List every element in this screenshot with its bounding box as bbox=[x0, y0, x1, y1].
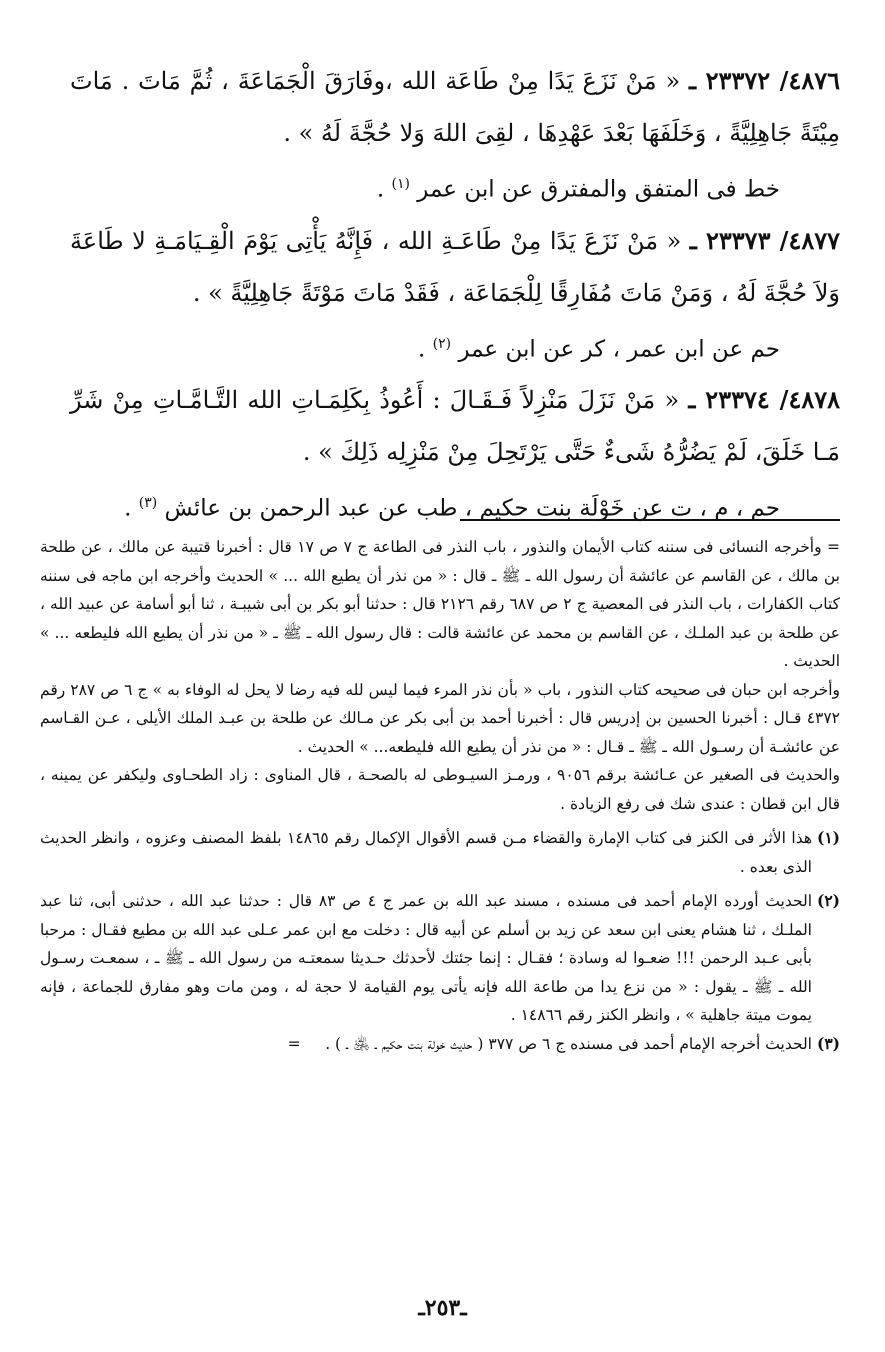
footnote-ref: (١) bbox=[391, 176, 410, 192]
hadith-source: حم ، م ، ت عن خَوْلَة بنت حكيم ، طب عن عبد الرحمن بن عائش $^{(٣)}$ . bbox=[124, 495, 780, 522]
footnotes bbox=[40, 533, 840, 1058]
footnote-continued: وأخرجه ابن حبان فى صحيحه كتاب النذور ، باب « بأن نذر المرء فيما ليس لله فيه رضا لا يحل له الوفاء به » ج ٦ ص ٢٨٧ رقم ٤٣٧٢ قـال : أخبرنا الحسين بن إدريس قال : أخبرنا أحمد بن أبى بكر عن مـالك عن طلحة بن عبـد الملك الأيلى ، عـن القـاسم عن عائشـة أن رسـول الله ـ ﷺ ـ قـال : « من نذر أن يطيع الله فليطعه... » الحديث . bbox=[40, 680, 841, 756]
source-text: خط فى المتفق والمفترق عن ابن عمر bbox=[417, 176, 780, 203]
hadith-entry bbox=[70, 215, 840, 319]
footnote-text bbox=[40, 1030, 812, 1059]
footnote-divider bbox=[460, 519, 840, 521]
footnote bbox=[40, 887, 840, 1030]
continuation-mark: = bbox=[287, 1034, 301, 1053]
hadith-text: « مَنْ نَزَعَ يَدًا مِنْ طَاعَـةِ الله ، فَإِنَّهُ يَأْتِى يَوْمَ الْقِـيَامَـةِ لا طَاعَةَ وَلاَ حُجَّةَ لَهُ ، وَمَنْ مَاتَ مُفَارِقًا لِلْجَمَاعَة ، فَقَدْ مَاتَ مَوْتَةً جَاهِلِيَّةً » . bbox=[70, 226, 840, 307]
hadith-source: حم عن ابن عمر ، كر عن ابن عمر $^{(٢)}$ . bbox=[418, 335, 780, 363]
footnote bbox=[40, 824, 840, 881]
page-number: ـ٢٥٣ـ bbox=[418, 1295, 467, 1321]
hadith-entry bbox=[70, 374, 840, 478]
footnote-continued: والحديث فى الصغير عن عـائشة برقم ٩٠٥٦ ، ورمـز السيـوطى له بالصحـة ، قال المناوى : زاد الطحـاوى وليكفر عن يمينه ، قال ابن قطان : عندى شك فى رفع الزيادة . bbox=[40, 766, 840, 813]
footnote-text: الحديث أورده الإمام أحمد فى مسنده ، مسند عبد الله بن عمر ج ٤ ص ٨٣ قال : حدثنا عبد الله ، حدثنى أبى، ثنا عبد الملـك ، ثنا هشام يعنى ابن سعد عن زيد بن أسلم عن أبيه قال : دخلت مع ابن عمر عـلى عبد الله بن مطيع فقـال : مرحبا بأبى عـبد الرحمن !!! ضعـوا له وسادة ؛ فقـال : إنما جئتك لأحدثك حـديثا سمعتـه من رسول الله ـ ﷺ ـ ، سمعـت رسـول الله ـ ﷺ ـ يقول : « من نزع يدا من طاعة الله فإنه يأتى يوم القيامة لا حجة له ، ومن مات وهو مفارق للجماعة ، فإنه يموت ميتة جاهلية » ، وانظر الكنز رقم ١٤٨٦٦ . bbox=[40, 892, 812, 1024]
hadith-section bbox=[70, 55, 840, 534]
hadith-text: « مَنْ نَزَعَ يَدًا مِنْ طَاعَة الله ،وفَارَقَ الْجَمَاعَةَ ، ثُمَّ مَاتَ . مَاتَ مِيْتَةً جَاهِلِيَّةً ، وَخَلَفَهَا بَعْدَ عَهْدِهَا ، لقِىَ اللهَ وَلا حُجَّةَ لَهُ » . bbox=[70, 67, 840, 147]
source-text: حم عن ابن عمر ، كر عن ابن عمر bbox=[458, 336, 780, 363]
footnote-ref: (٢) bbox=[432, 335, 452, 352]
footnote-number: (٢) bbox=[816, 891, 840, 910]
hadith-text: « مَنْ نَزَلَ مَنْزِلاً فَـقَـالَ : أَعُوذُ بِكَلِمَـاتِ الله التَّـامَّـاتِ مِنْ شَرِّ مَـا خَلَقَ، لَمْ يَضُرُّهُ شَىءٌ حَتَّى يَرْتَحِلَ مِنْ مَنْزِلِه ذَلِكَ » . bbox=[70, 386, 840, 467]
hadith-source: خط فى المتفق والمفترق عن ابن عمر $^{(١)}$ . bbox=[376, 176, 780, 203]
hadith-number: ٤٨٧٦/ ٢٣٣٧٢ ـ bbox=[689, 66, 841, 95]
footnote-ref: (٣) bbox=[138, 495, 158, 512]
footnote bbox=[40, 1030, 840, 1059]
hadith-entry bbox=[70, 55, 840, 159]
footnote-text: هذا الأثر فى الكنز فى كتاب الإمارة والقضاء مـن قسم الأقوال الإكمال رقم ١٤٨٦٥ بلفظ المصنف وعزوه ، وانظر الحديث الذى بعده . bbox=[40, 829, 813, 876]
hadith-number: ٤٨٧٧/ ٢٣٣٧٣ ـ bbox=[689, 225, 840, 255]
source-text: حم ، م ، ت عن خَوْلَة بنت حكيم ، طب عن عبد الرحمن بن عائش bbox=[164, 495, 780, 522]
footnote-text-body: الحديث أخرجه الإمام أحمد فى مسنده ج ٦ ص ٣٧٧ ( حديث خولة بنت حكيم ـ ﵁ ـ ) . bbox=[325, 1034, 812, 1053]
footnote-number: (١) bbox=[816, 828, 840, 847]
footnote-continued: = وأخرجه النسائى فى سننه كتاب الأيمان والنذور ، باب النذر فى الطاعة ج ٧ ص ١٧ قال : أخبرنا قتيبة عن مالك ، عن طلحة بن مالك ، عن القاسم عن عائشة أن رسول الله ـ ﷺ ـ قال : « من نذر أن يطيع الله ... » الحديث وأخرجه ابن ماجه فى سننه كتاب الكفارات ، باب النذر فى المعصية ج ٢ ص ٦٨٧ رقم ٢١٢٦ قال : حدثنا أبو بكر بن أبى شيبـة ، ثنا أبو أسامة عن عبيد الله ، عن طلحة بن عبد الملـك ، عن القاسم بن محمد عن عائشة قالت : قال رسول الله ـ ﷺ ـ « من نذر أن يطيع الله فليطعه ... » الحديث . bbox=[40, 538, 841, 670]
hadith-number: ٤٨٧٨/ ٢٣٣٧٤ ـ bbox=[688, 385, 840, 415]
footnote-number: (٣) bbox=[816, 1033, 840, 1053]
